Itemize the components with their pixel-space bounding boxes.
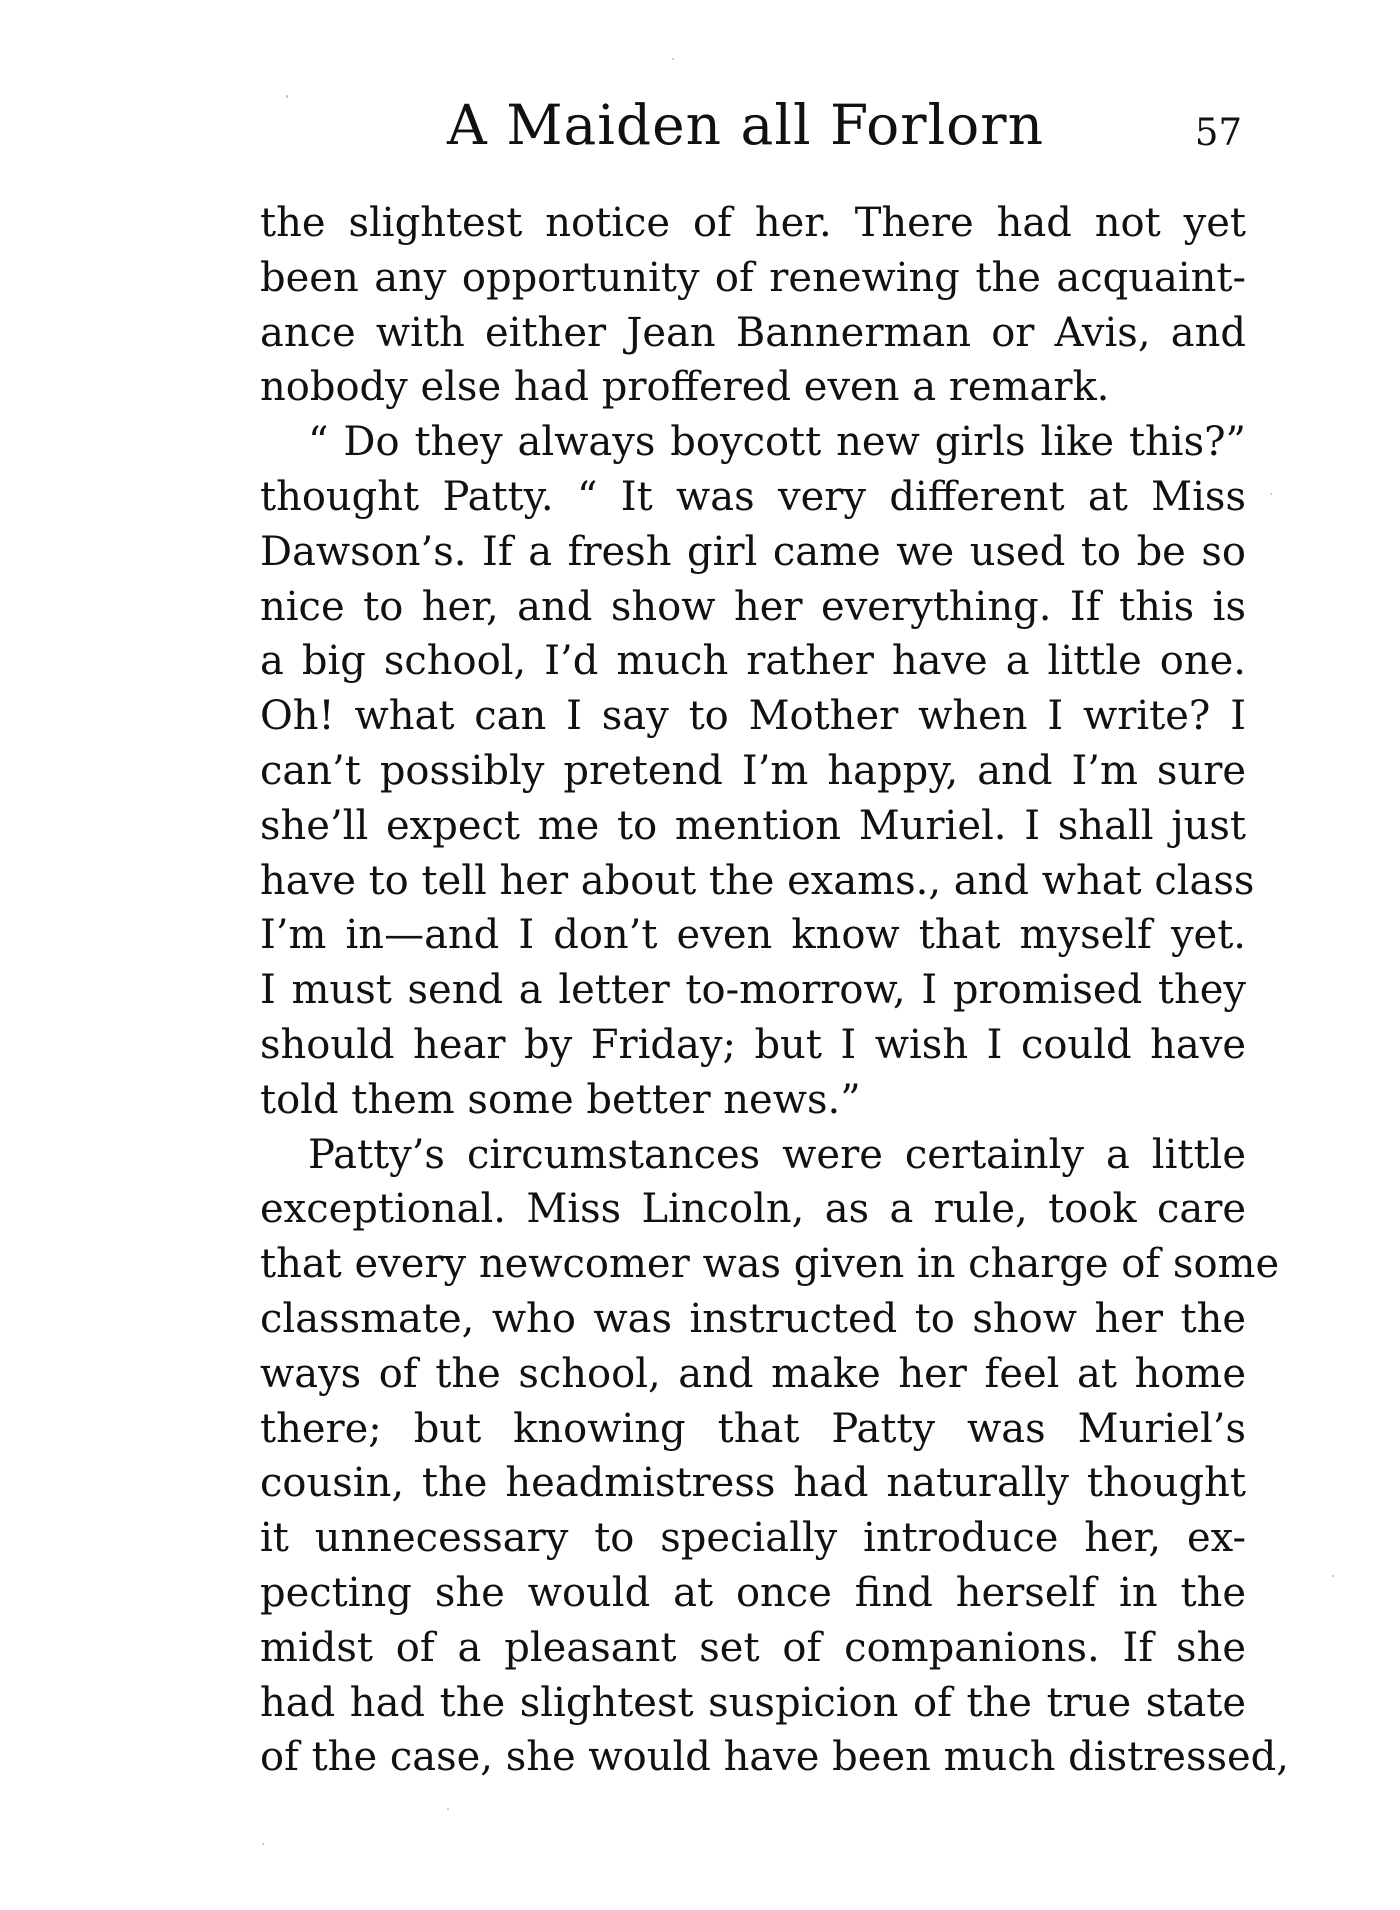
text-line: cousin, the headmistress had naturally thought: [260, 1460, 1246, 1507]
running-title: A Maiden all Forlorn: [447, 93, 1044, 157]
text-line: have to tell her about the exams., and what class: [260, 857, 1255, 904]
text-line: there; but knowing that Patty was Muriel’s: [260, 1405, 1246, 1452]
text-line: of the case, she would have been much distressed,: [260, 1734, 1290, 1781]
text-line: it unnecessary to specially introduce her, ex-: [260, 1515, 1246, 1562]
paper-speck: [672, 58, 674, 60]
text-line: I’m in—and I don’t even know that myself yet.: [260, 912, 1246, 959]
text-line: had had the slightest suspicion of the true state: [260, 1679, 1246, 1726]
text-line: exceptional. Miss Lincoln, as a rule, took care: [260, 1186, 1246, 1233]
text-line: “ Do they always boycott new girls like this?”: [308, 419, 1246, 466]
text-line: ways of the school, and make her feel at home: [260, 1350, 1246, 1397]
text-line: pecting she would at once find herself in the: [260, 1569, 1246, 1616]
text-line: I must send a letter to-morrow, I promised they: [260, 967, 1246, 1014]
text-line: been any opportunity of renewing the acquaint-: [260, 254, 1246, 301]
text-line: should hear by Friday; but I wish I could have: [260, 1021, 1246, 1068]
text-line: told them some better news.”: [260, 1076, 861, 1123]
text-line: Patty’s circumstances were certainly a little: [308, 1131, 1246, 1178]
page-number: 57: [1194, 111, 1242, 154]
text-line: nice to her, and show her everything. If this is: [260, 583, 1246, 630]
text-line: that every newcomer was given in charge of some: [260, 1241, 1280, 1288]
text-line: Oh! what can I say to Mother when I write? I: [260, 693, 1246, 740]
text-line: thought Patty. “ It was very different at Miss: [260, 473, 1246, 520]
text-line: the slightest notice of her. There had not yet: [260, 200, 1246, 246]
text-line: nobody else had proffered even a remark.: [260, 364, 1110, 411]
paper-speck: [1270, 493, 1272, 495]
text-line: can’t possibly pretend I’m happy, and I’m sure: [260, 747, 1246, 794]
paper-speck: [286, 95, 288, 98]
text-line: classmate, who was instructed to show her the: [260, 1295, 1246, 1342]
text-line: Dawson’s. If a fresh girl came we used to be so: [260, 528, 1246, 575]
page-header: [260, 85, 1260, 165]
paper-speck: [262, 1843, 264, 1845]
text-line: a big school, I’d much rather have a little one.: [260, 638, 1246, 685]
paper-speck: [1332, 1575, 1334, 1577]
text-line: she’ll expect me to mention Muriel. I shall just: [260, 802, 1246, 849]
paper-speck: [447, 1808, 449, 1810]
text-line: midst of a pleasant set of companions. If she: [260, 1624, 1246, 1671]
body-text: [260, 196, 1290, 1785]
text-line: ance with either Jean Bannerman or Avis, and: [260, 309, 1246, 356]
